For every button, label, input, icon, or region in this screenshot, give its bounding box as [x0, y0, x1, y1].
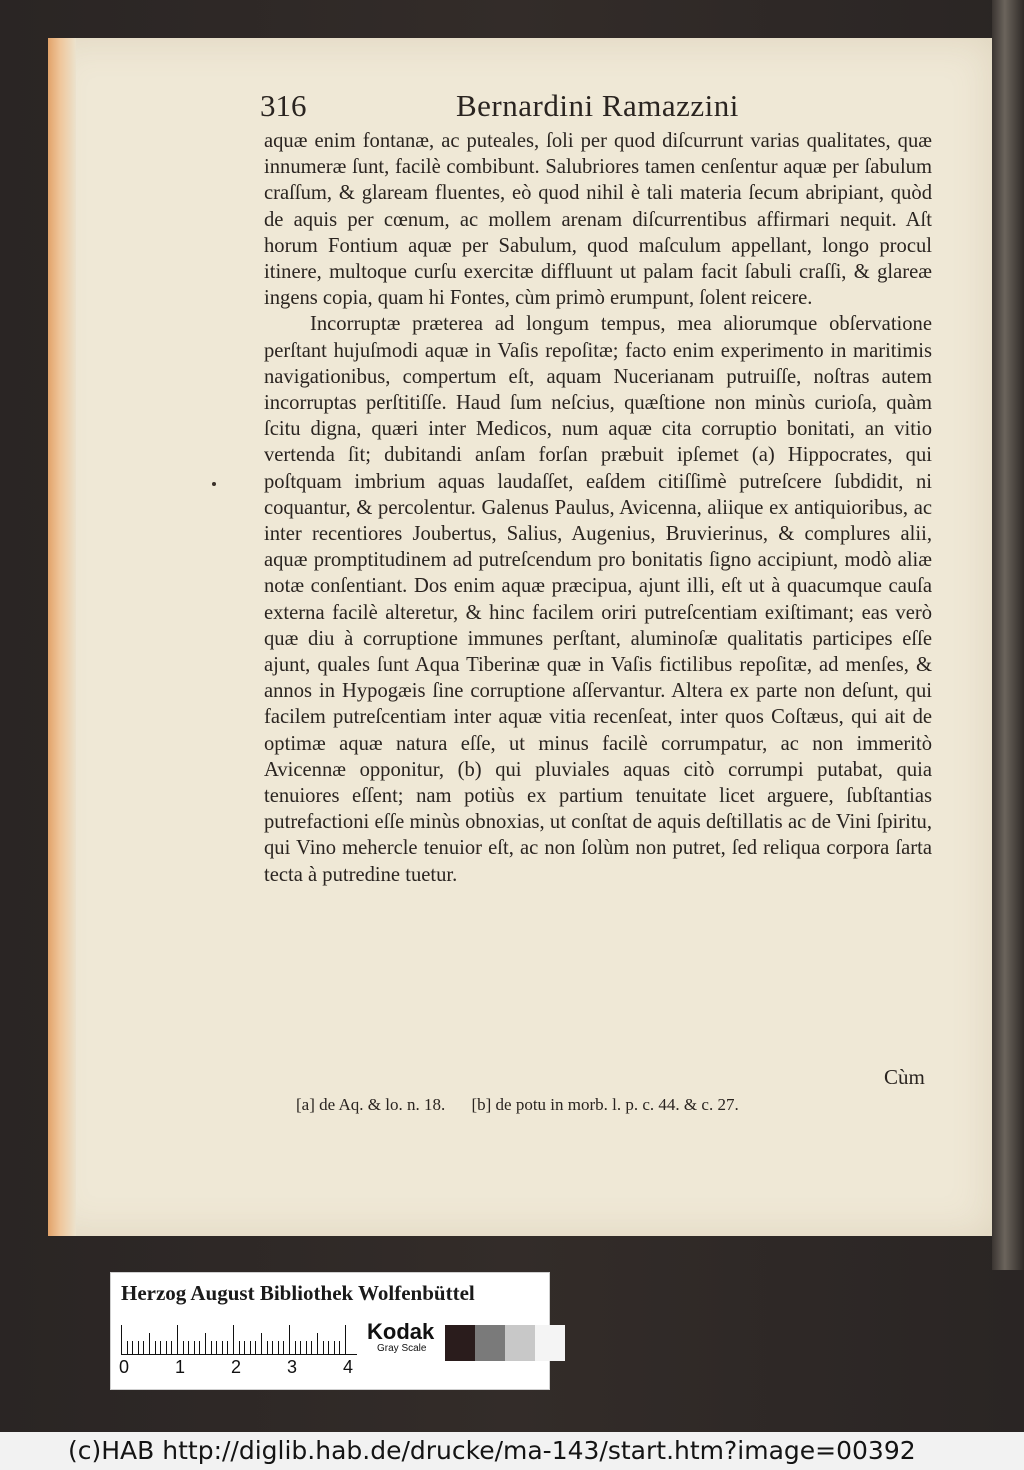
footnote-b: [b] de potu in morb. l. p. c. 44. & c. 27. [471, 1095, 739, 1114]
brand-subtitle: Gray Scale [377, 1343, 427, 1354]
ruler-label: 3 [287, 1357, 298, 1377]
gray-swatch [505, 1325, 535, 1361]
ruler-tick [155, 1341, 156, 1355]
ruler-tick [295, 1341, 296, 1355]
ink-speck [212, 482, 216, 486]
page-gilt-edge [48, 38, 76, 1236]
ruler-tick [311, 1341, 312, 1355]
ruler-tick [267, 1341, 268, 1355]
ruler-tick [339, 1341, 340, 1355]
ruler-tick [300, 1341, 301, 1355]
brand-logo: Kodak [367, 1319, 435, 1344]
body-text [264, 128, 932, 888]
page-number: 316 [260, 88, 307, 123]
ruler-tick [261, 1333, 262, 1355]
running-title: Bernardini Ramazzini [456, 88, 739, 123]
ruler-tick [272, 1341, 273, 1355]
ruler-label: 4 [343, 1357, 354, 1377]
ruler-tick [183, 1341, 184, 1355]
ruler-tick [171, 1341, 172, 1355]
paragraph-1: aquæ enim fontanæ, ac puteales, ſoli per quod diſcurrunt varias qualitates, quæ innumeræ ſunt, facilè combibunt. Salubriores tamen cenſentur aquæ per ſabulum craſſum, & glaream fluentes, eò quod nihil è tali materia ſecum abripiant, quòd de aquis per cœnum, ac mollem arenam diſcurrentibus affirmari nequit. Aſt horum Fontium aquæ per Sabulum, quod maſculum appellant, longo procul itinere, multoque curſu exercitæ diffluunt ut palam facit ſabuli craſſi, & glareæ ingens copia, quam hi Fontes, cùm primò erumpunt, ſolent reicere. [264, 130, 932, 310]
book-edge [992, 0, 1024, 1270]
ruler-tick [149, 1333, 150, 1355]
ruler-tick [317, 1333, 318, 1355]
paragraph-2: Incorruptæ præterea ad longum tempus, mea aliorumque obſervatione perſtant hujuſmodi aquæ in Vaſis repoſitæ; facto enim experimento in maritimis navigationibus, compertum eſt, aquam Nucerianam putruiſſe, noſtras autem incorruptas perſtitiſſe. Haud ſum neſcius, quæſtione non minùs curioſa, quàm ſcitu digna, quæri inter Medicos, num aquæ cita corruptio bonitati, an vitio vertenda ſit; dubitandi anſam forſan præbuit ipſemet (a) Hippocrates, qui poſtquam imbrium aquas laudaſſet, eaſdem citiſſimè putreſcere ſubdidit, ni coquantur, & percolentur. Galenus Paulus, Avicenna, aliique ex antiquioribus, ac inter recentiores Joubertus, Salius, Augenius, Bruvierinus, & complures alii, aquæ promptitudinem ad putreſcendum pro bonitatis ſigno accipiunt, modò aliæ notæ conſentiant. Dos enim aquæ præcipua, ajunt illi, eſt ut à quacumque cauſa externa facilè alteretur, & hinc facilem oriri putreſcentiam exiſtimant; eas verò quæ diu à corruptione immunes perſtant, aluminoſæ qualitatis participes eſſe ajunt, quales ſunt Aqua Tiberinæ quæ in Vaſis fictilibus repoſitæ, ad menſes, & annos in Hypogæis ſine corruptione aſſervantur. Altera ex parte non deſunt, qui facilem putreſcentiam inter aquæ vitia recenſeat, inter quos Coſtæus, qui ait de optimæ aquæ natura eſſe, ut minus facilè corrumpatur, ac non immeritò Avicennæ opponitur, (b) qui pluviales aquas citò corrumpi putabat, quia tenuiores eſſent; nam potiùs ex partium tenuitate licet arguere, ſubſtantias putrefactioni eſſe minùs obnoxias, ut conſtat de aquis deſtillatis ac de Vini ſpiritu, qui Vino mehercle tenuior eſt, ac non ſolùm non putret, ſed reliqua corpora ſarta tecta à putredine tuetur. [264, 313, 932, 886]
page-header [260, 88, 960, 132]
ruler-tick [188, 1341, 189, 1355]
ruler-tick [306, 1341, 307, 1355]
ruler-tick [289, 1325, 290, 1355]
ruler [121, 1321, 361, 1355]
library-name: Herzog August Bibliothek Wolfenbüttel [121, 1281, 475, 1305]
footer-bar [0, 1432, 1024, 1470]
ruler-labels [121, 1357, 381, 1379]
ruler-tick [216, 1341, 217, 1355]
ruler-label: 2 [231, 1357, 242, 1377]
ruler-tick [127, 1341, 128, 1355]
ruler-tick [177, 1325, 178, 1355]
ruler-tick [255, 1341, 256, 1355]
ruler-tick [222, 1341, 223, 1355]
ruler-tick [334, 1341, 335, 1355]
ruler-tick [250, 1341, 251, 1355]
ruler-label: 0 [119, 1357, 130, 1377]
ruler-tick [244, 1341, 245, 1355]
ruler-tick [205, 1333, 206, 1355]
ruler-tick [166, 1341, 167, 1355]
ruler-tick [283, 1341, 284, 1355]
catchword: Cùm [884, 1065, 925, 1089]
ruler-tick [199, 1341, 200, 1355]
ruler-tick [211, 1341, 212, 1355]
gray-swatch [475, 1325, 505, 1361]
copyright-url[interactable]: (c)HAB http://diglib.hab.de/drucke/ma-143/start.htm?image=00392 [68, 1436, 916, 1465]
ruler-tick [132, 1341, 133, 1355]
ruler-tick [138, 1341, 139, 1355]
ruler-label: 1 [175, 1357, 186, 1377]
ruler-tick [160, 1341, 161, 1355]
ruler-tick [328, 1341, 329, 1355]
ruler-tick [143, 1341, 144, 1355]
gray-swatch [445, 1325, 475, 1361]
ruler-tick [323, 1341, 324, 1355]
ruler-tick [121, 1325, 122, 1355]
ruler-tick [227, 1341, 228, 1355]
ruler-tick [239, 1341, 240, 1355]
scan-target-card [110, 1272, 550, 1390]
footnotes [296, 1095, 916, 1115]
ruler-tick [194, 1341, 195, 1355]
footnote-a: [a] de Aq. & lo. n. 18. [296, 1095, 446, 1114]
ruler-tick [278, 1341, 279, 1355]
gray-swatch [535, 1325, 565, 1361]
book-page [48, 38, 992, 1236]
ruler-tick [233, 1325, 234, 1355]
ruler-tick [345, 1325, 346, 1355]
